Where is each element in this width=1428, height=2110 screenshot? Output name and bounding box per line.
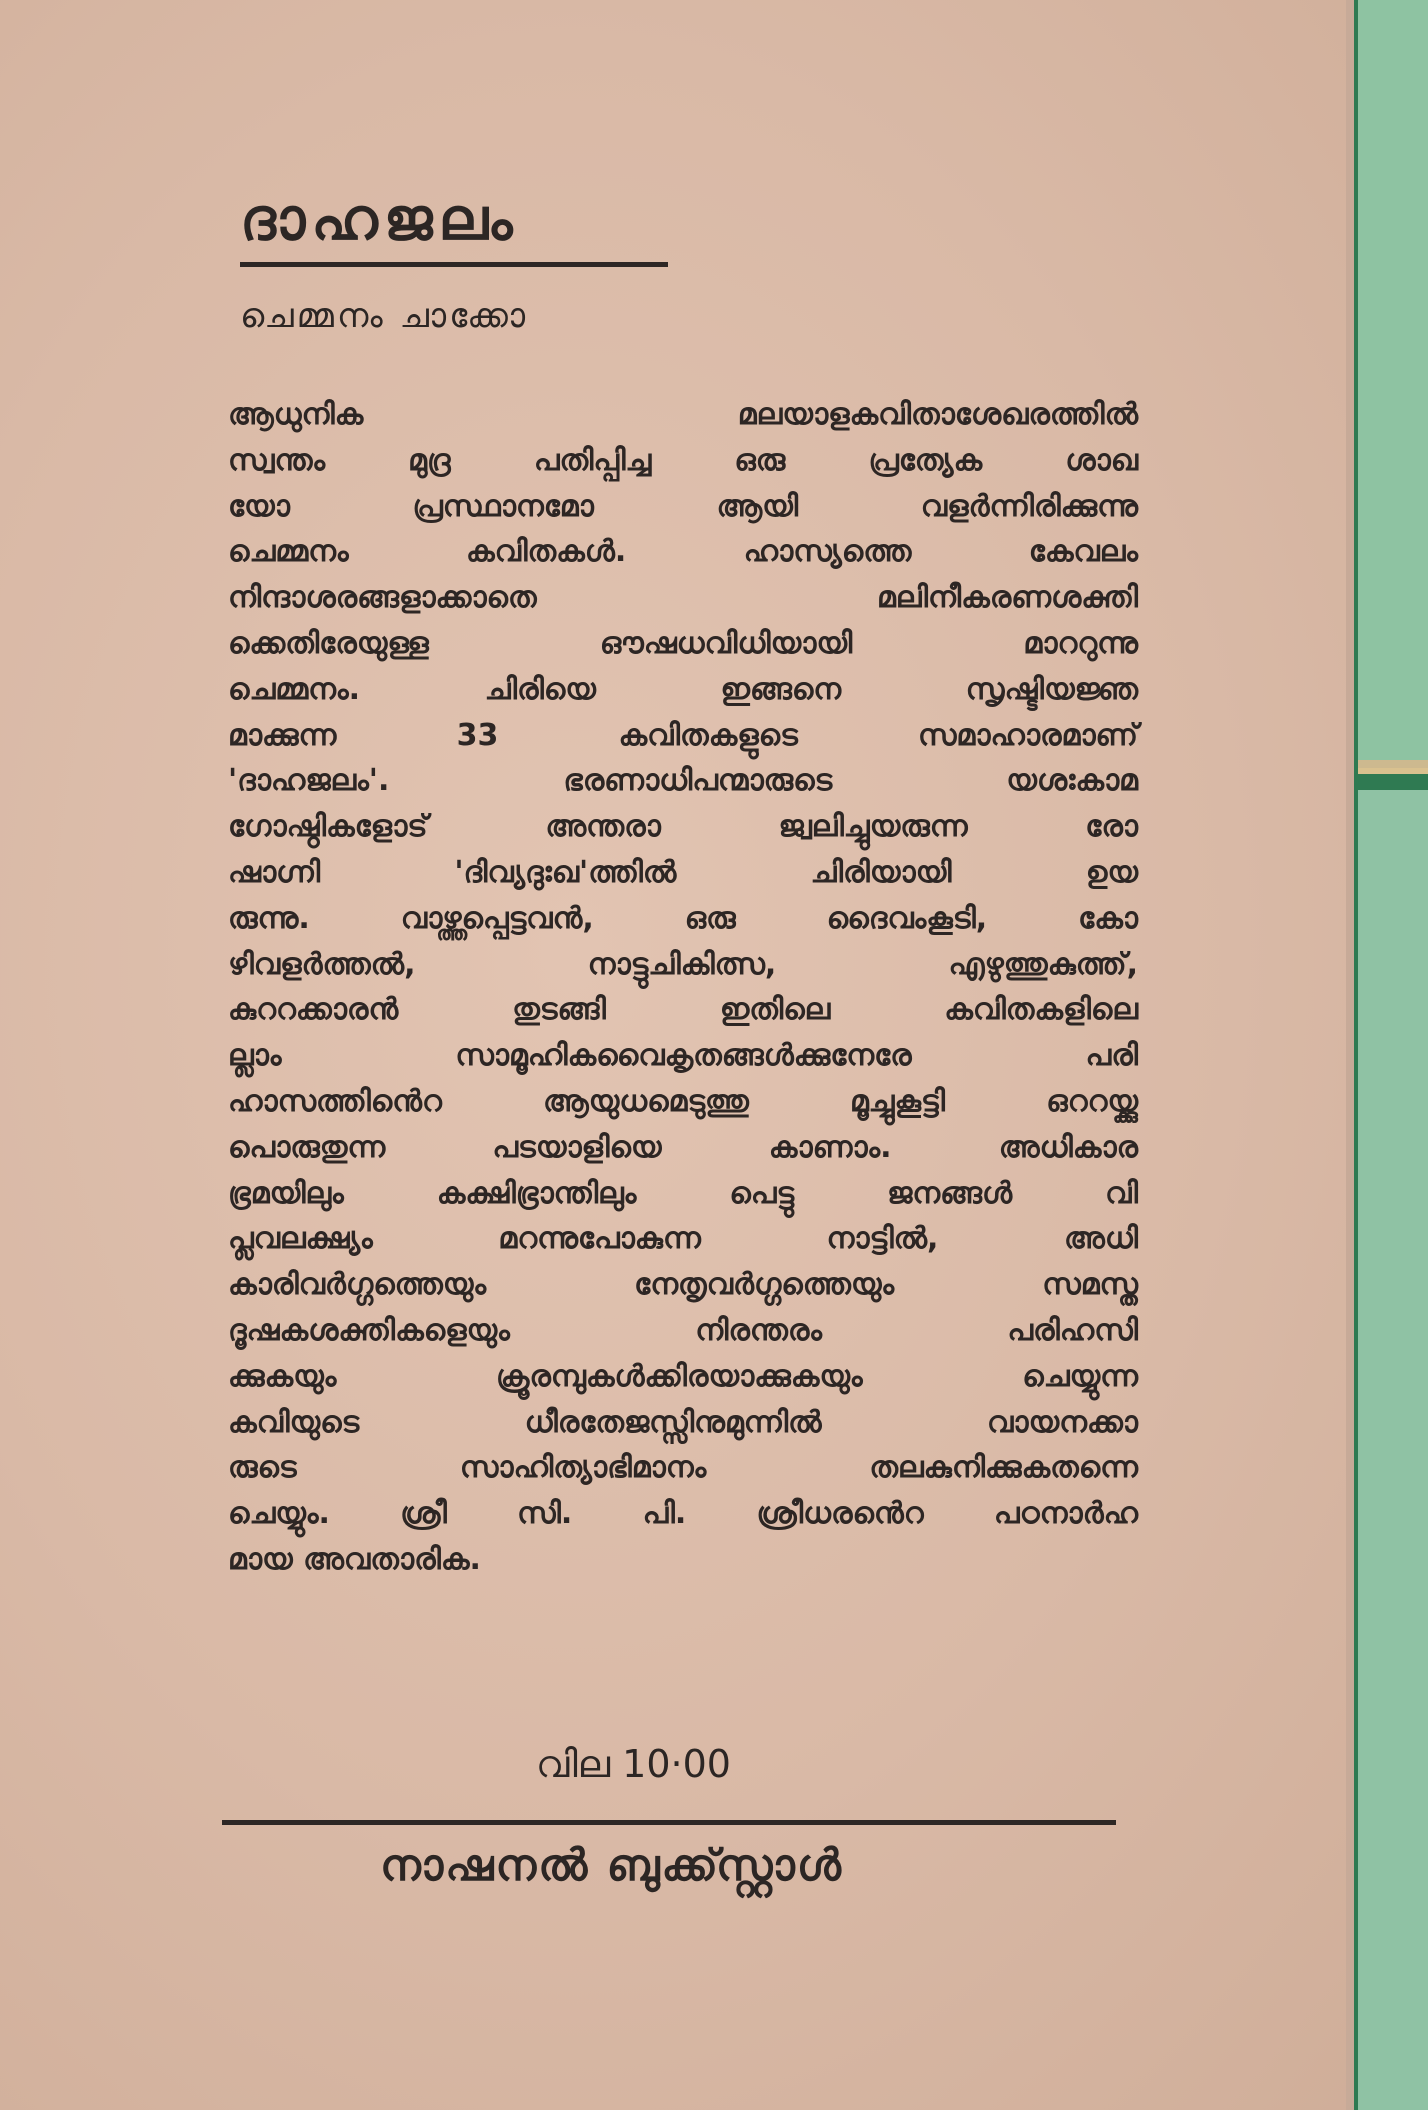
blurb-line: പൊരുതുന്ന പടയാളിയെ കാണാം. അധികാര <box>228 1129 1138 1165</box>
blurb-line: കാരിവർഗ്ഗത്തെയും നേതൃവർഗ്ഗത്തെയും സമസ്ത <box>228 1267 1138 1303</box>
blurb-line: ഭ്രമയിലും കക്ഷിഭ്രാന്തിലും പെട്ടു ജനങ്ങൾ വി <box>228 1175 1138 1211</box>
book-title: ദാഹജലം <box>240 185 519 253</box>
blurb-line: രുടെ സാഹിത്യാഭിമാനം തലകുനിക്കുകതന്നെ <box>228 1450 1138 1486</box>
publisher-divider <box>222 1820 1116 1825</box>
blurb-text <box>228 392 1138 1583</box>
blurb-line: ഴിവളർത്തൽ, നാട്ടുചികിത്സ, എഴുത്തുകുത്ത്, <box>228 946 1138 982</box>
blurb-line: ഗോഷ്ഠികളോട് അന്തരാ ജ്വലിച്ചുയരുന്ന രോ <box>228 809 1138 845</box>
book-author: ചെമ്മനം ചാക്കോ <box>240 296 529 336</box>
blurb-line: ചെയ്യും. ശ്രീ സി. പി. ശ്രീധരൻെറ പഠനാർഹ <box>228 1496 1138 1532</box>
blurb-line: ഹാസത്തിൻെറ ആയുധമെടുത്തു മൂച്ചുകൂട്ടി ഒററയ്ക്കു <box>228 1083 1138 1119</box>
blurb-line: ഷാഗ്നി 'ദിവ്യദുഃഖ'ത്തിൽ ചിരിയായി ഉയ <box>228 854 1138 890</box>
blurb-line: ക്കെതിരേയുള്ള ഔഷധവിധിയായി മാററുന്നു <box>228 625 1138 661</box>
blurb-line: ദൂഷകശക്തികളെയും നിരന്തരം പരിഹസി <box>228 1312 1138 1348</box>
blurb-line: യോ പ്രസ്ഥാനമോ ആയി വളർന്നിരിക്കുന്നു <box>228 488 1138 524</box>
spine-band-stripe <box>1358 768 1428 774</box>
blurb-line: പ്ലവലക്ഷ്യം മറന്നുപോകുന്ന നാട്ടിൽ, അധി <box>228 1221 1138 1257</box>
spine-band-divider <box>1358 760 1428 768</box>
blurb-line: ക്കുകയും ക്രൂരമ്പുകൾക്കിരയാക്കുകയും ചെയ്യുന്ന <box>228 1358 1138 1394</box>
title-divider <box>240 262 668 267</box>
blurb-line: മായ അവതാരിക. <box>228 1541 481 1577</box>
blurb-line: ല്ലാം സാമൂഹികവൈകൃതങ്ങൾക്കുനേരേ പരി <box>228 1038 1138 1074</box>
blurb-line: കവിയുടെ ധീരതേജസ്സിനുമുന്നിൽ വായനക്കാ <box>228 1404 1138 1440</box>
blurb-line: മാക്കുന്ന 33 കവിതകളുടെ സമാഹാരമാണ് <box>228 717 1138 753</box>
spine-band-lower <box>1358 790 1428 2110</box>
blurb-line: ചെമ്മനം കവിതകൾ. ഹാസ്യത്തെ കേവലം <box>228 534 1138 570</box>
blurb-line: ചെമ്മനം. ചിരിയെ ഇങ്ങനെ സൃഷ്ടിയജ്ഞ <box>228 671 1138 707</box>
blurb-line: കുററക്കാരൻ തുടങ്ങി ഇതിലെ കവിതകളിലെ <box>228 992 1138 1028</box>
blurb-line: രുന്നു. വാഴ്ത്തപ്പെട്ടവൻ, ഒരു ദൈവംകൂടി, കോ <box>228 900 1138 936</box>
blurb-line: സ്വന്തം മുദ്ര പതിപ്പിച്ച ഒരു പ്രത്യേക ശാഖ <box>228 442 1138 478</box>
spine-band-upper <box>1358 0 1428 760</box>
blurb-line: 'ദാഹജലം'. ഭരണാധിപന്മാരുടെ യശഃകാമ <box>228 763 1138 799</box>
publisher-name: നാഷനൽ ബുക്ക്സ്റ്റാൾ <box>380 1840 843 1891</box>
blurb-line: നിന്ദാശരങ്ങളാക്കാതെ മലിനീകരണശക്തി <box>228 580 1138 616</box>
blurb-line: ആധുനിക മലയാളകവിതാശേഖരത്തിൽ <box>228 397 1138 432</box>
book-price: വില 10·00 <box>536 1742 731 1786</box>
